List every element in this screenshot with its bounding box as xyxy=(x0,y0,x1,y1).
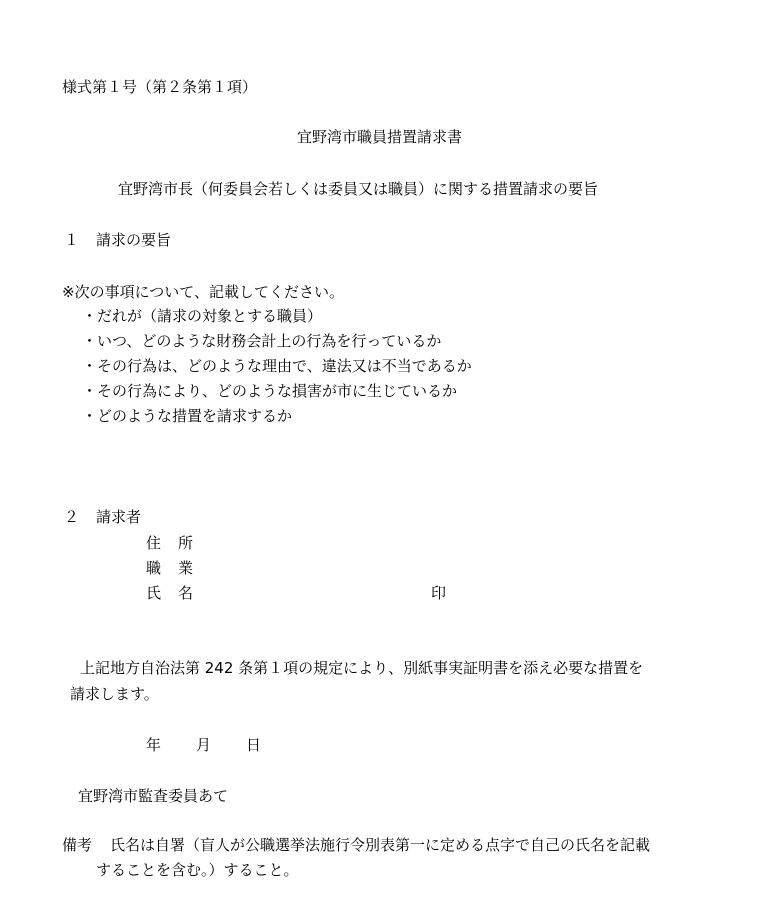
section2-heading: 請求者 xyxy=(96,508,142,526)
field-label-name-a: 氏 xyxy=(146,584,162,602)
document-title: 宜野湾市職員措置請求書 xyxy=(297,128,463,146)
date-day: 日 xyxy=(246,736,262,754)
addressee: 宜野湾市監査委員あて xyxy=(78,787,229,805)
statement-line2: 請求します。 xyxy=(70,685,159,703)
list-item: ・どのような措置を請求するか xyxy=(82,407,293,425)
seal-mark: 印 xyxy=(431,584,447,602)
field-label-occupation-b: 業 xyxy=(178,559,194,577)
list-item: ・その行為により、どのような損害が市に生じているか xyxy=(82,382,458,400)
section2-number: ２ xyxy=(64,508,80,526)
field-label-name-b: 名 xyxy=(178,584,194,602)
section1-heading: 請求の要旨 xyxy=(96,231,172,249)
form-number: 様式第１号（第２条第１項） xyxy=(62,78,258,96)
date-year: 年 xyxy=(146,736,162,754)
field-label-address-a: 住 xyxy=(146,534,162,552)
statement-line1: 上記地方自治法第 242 条第１項の規定により、別紙事実証明書を添え必要な措置を xyxy=(80,659,644,677)
remarks-label: 備考 xyxy=(62,836,93,854)
list-item: ・その行為は、どのような理由で、違法又は不当であるか xyxy=(82,357,472,375)
remarks-line2: することを含む。）すること。 xyxy=(96,861,299,879)
list-item: ・だれが（請求の対象とする職員） xyxy=(82,307,323,325)
list-item: ・いつ、どのような財務会計上の行為を行っているか xyxy=(82,332,442,350)
date-month: 月 xyxy=(196,736,212,754)
document-subtitle: 宜野湾市長（何委員会若しくは委員又は職員）に関する措置請求の要旨 xyxy=(118,180,599,198)
field-label-address-b: 所 xyxy=(178,534,194,552)
remarks-line1: 氏名は自署（盲人が公職選挙法施行令別表第一に定める点字で自己の氏名を記載 xyxy=(110,836,651,854)
field-label-occupation-a: 職 xyxy=(146,559,162,577)
section1-number: １ xyxy=(64,231,80,249)
section1-note: ※次の事項について、記載してください。 xyxy=(62,283,344,301)
